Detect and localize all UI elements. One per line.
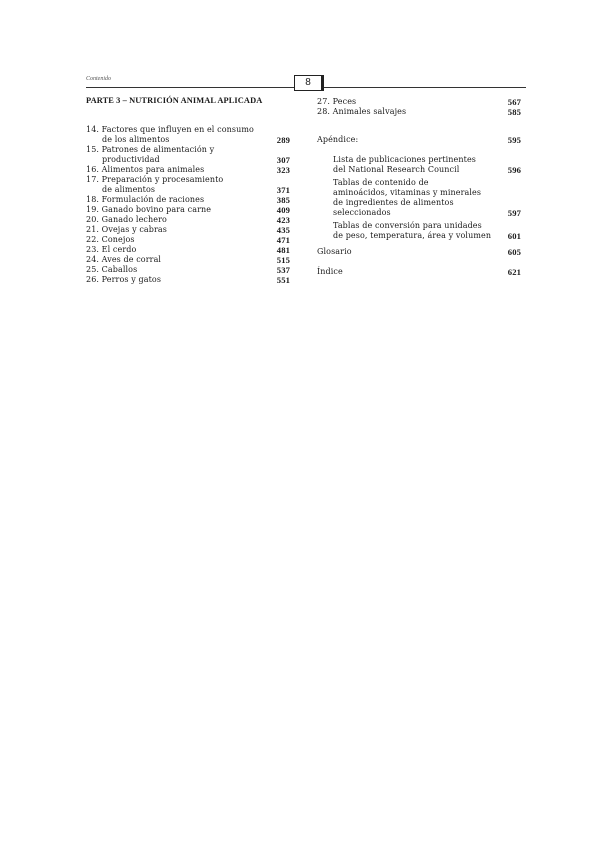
toc-entry-line: aminoácidos, vitaminas y minerales [333, 188, 482, 197]
toc-entry-title [86, 235, 277, 245]
toc-entry[interactable] [86, 145, 290, 165]
toc-entry[interactable] [317, 178, 521, 218]
toc-entry[interactable] [317, 155, 521, 175]
toc-entry-indice[interactable] [317, 267, 521, 277]
toc-entry-title [86, 245, 277, 255]
toc-entry-page: 371 [276, 185, 290, 195]
toc-entry-title [86, 265, 277, 275]
toc-entry-title [86, 255, 277, 265]
toc-entry-line: seleccionados [333, 208, 391, 217]
toc-entry-title [86, 275, 277, 285]
toc-entry-line: 25. Caballos [86, 265, 138, 274]
toc-left-column [86, 96, 290, 285]
toc-entry-page: 601 [507, 231, 521, 241]
toc-entry-line: 19. Ganado bovino para carne [86, 205, 212, 214]
toc-entry-title [333, 221, 508, 241]
toc-entry-line: 21. Ovejas y cabras [86, 225, 168, 234]
toc-entry[interactable] [86, 125, 290, 145]
toc-entry-title: Glosario [317, 247, 352, 256]
toc-entry-page: 481 [276, 245, 290, 255]
toc-entry-page: 385 [276, 195, 290, 205]
toc-entry[interactable] [86, 255, 290, 265]
toc-entry-page: 597 [507, 208, 521, 218]
toc-entry[interactable] [86, 245, 290, 255]
toc-entry-line: 15. Patrones de alimentación y [86, 145, 215, 154]
part-title: PARTE 3 – NUTRICIÓN ANIMAL APLICADA [86, 96, 263, 105]
toc-entry-line: 20. Ganado lechero [86, 215, 167, 224]
toc-entry-title [333, 155, 508, 175]
toc-entry[interactable] [317, 97, 521, 107]
toc-entry-line: 16. Alimentos para animales [86, 165, 205, 174]
toc-entry-title [86, 195, 277, 205]
toc-entry-page: 605 [507, 247, 521, 257]
apendice-list [317, 155, 521, 241]
toc-entry-line: 27. Peces [317, 97, 357, 106]
toc-entry-line: productividad [102, 155, 160, 164]
toc-entry-title [86, 125, 277, 145]
toc-right-column [317, 97, 521, 277]
page-number: 8 [294, 75, 324, 91]
toc-entry-line: 17. Preparación y procesamiento [86, 175, 224, 184]
toc-entry-title: Apéndice: [317, 135, 359, 144]
toc-entry-list [86, 125, 290, 285]
toc-entry-line: 18. Formulación de raciones [86, 195, 205, 204]
toc-entry-page: 423 [276, 215, 290, 225]
toc-entry-title [86, 215, 277, 225]
toc-entry-line: de los alimentos [102, 135, 170, 144]
toc-entry-line: Tablas de conversión para unidades [333, 221, 482, 230]
toc-entry-page: 585 [507, 107, 521, 117]
toc-entry-title [86, 225, 277, 235]
toc-entry-title [333, 178, 508, 218]
toc-entry-apendice[interactable] [317, 135, 521, 145]
toc-entry[interactable] [317, 107, 521, 117]
toc-entry-title [86, 175, 277, 195]
toc-entry-title [86, 205, 277, 215]
toc-entry[interactable] [86, 275, 290, 285]
toc-entry-page: 595 [507, 135, 521, 145]
toc-entry[interactable] [86, 215, 290, 225]
toc-entry[interactable] [86, 205, 290, 215]
toc-entry-page: 515 [276, 255, 290, 265]
toc-entry-page: 596 [507, 165, 521, 175]
toc-entry[interactable] [86, 265, 290, 275]
toc-entry-page: 307 [276, 155, 290, 165]
toc-entry-page: 567 [507, 97, 521, 107]
toc-entry-line: 22. Conejos [86, 235, 135, 244]
toc-entry-page: 409 [276, 205, 290, 215]
toc-entry[interactable] [86, 175, 290, 195]
toc-entry-line: de alimentos [102, 185, 156, 194]
toc-entry-page: 537 [276, 265, 290, 275]
toc-entry-glosario[interactable] [317, 247, 521, 257]
toc-entry-line: de ingredientes de alimentos [333, 198, 454, 207]
toc-entry-line: 24. Aves de corral [86, 255, 162, 264]
toc-entry-line: 28. Animales salvajes [317, 107, 407, 116]
toc-entry[interactable] [317, 221, 521, 241]
toc-entry-line: de peso, temperatura, área y volumen [333, 231, 492, 240]
toc-entry[interactable] [86, 225, 290, 235]
toc-entry-title [317, 107, 508, 117]
toc-entry-page: 471 [276, 235, 290, 245]
toc-entry[interactable] [86, 235, 290, 245]
toc-chapter-list [317, 97, 521, 117]
running-head: Contenido [86, 76, 111, 82]
toc-entry-page: 289 [276, 135, 290, 145]
toc-entry-title: Índice [317, 267, 343, 276]
toc-entry[interactable] [86, 195, 290, 205]
toc-entry-title [86, 145, 277, 165]
toc-entry-page: 551 [276, 275, 290, 285]
toc-entry-page: 621 [507, 267, 521, 277]
toc-entry[interactable] [86, 165, 290, 175]
toc-entry-line: 14. Factores que influyen en el consumo [86, 125, 254, 134]
toc-entry-page: 435 [276, 225, 290, 235]
toc-entry-line: 23. El cerdo [86, 245, 137, 254]
toc-entry-title [86, 165, 277, 175]
toc-entry-page: 323 [276, 165, 290, 175]
toc-entry-line: Tablas de contenido de [333, 178, 429, 187]
toc-entry-line: 26. Perros y gatos [86, 275, 162, 284]
toc-entry-title [317, 97, 508, 107]
toc-entry-line: Lista de publicaciones pertinentes [333, 155, 477, 164]
toc-entry-line: del National Research Council [333, 165, 460, 174]
